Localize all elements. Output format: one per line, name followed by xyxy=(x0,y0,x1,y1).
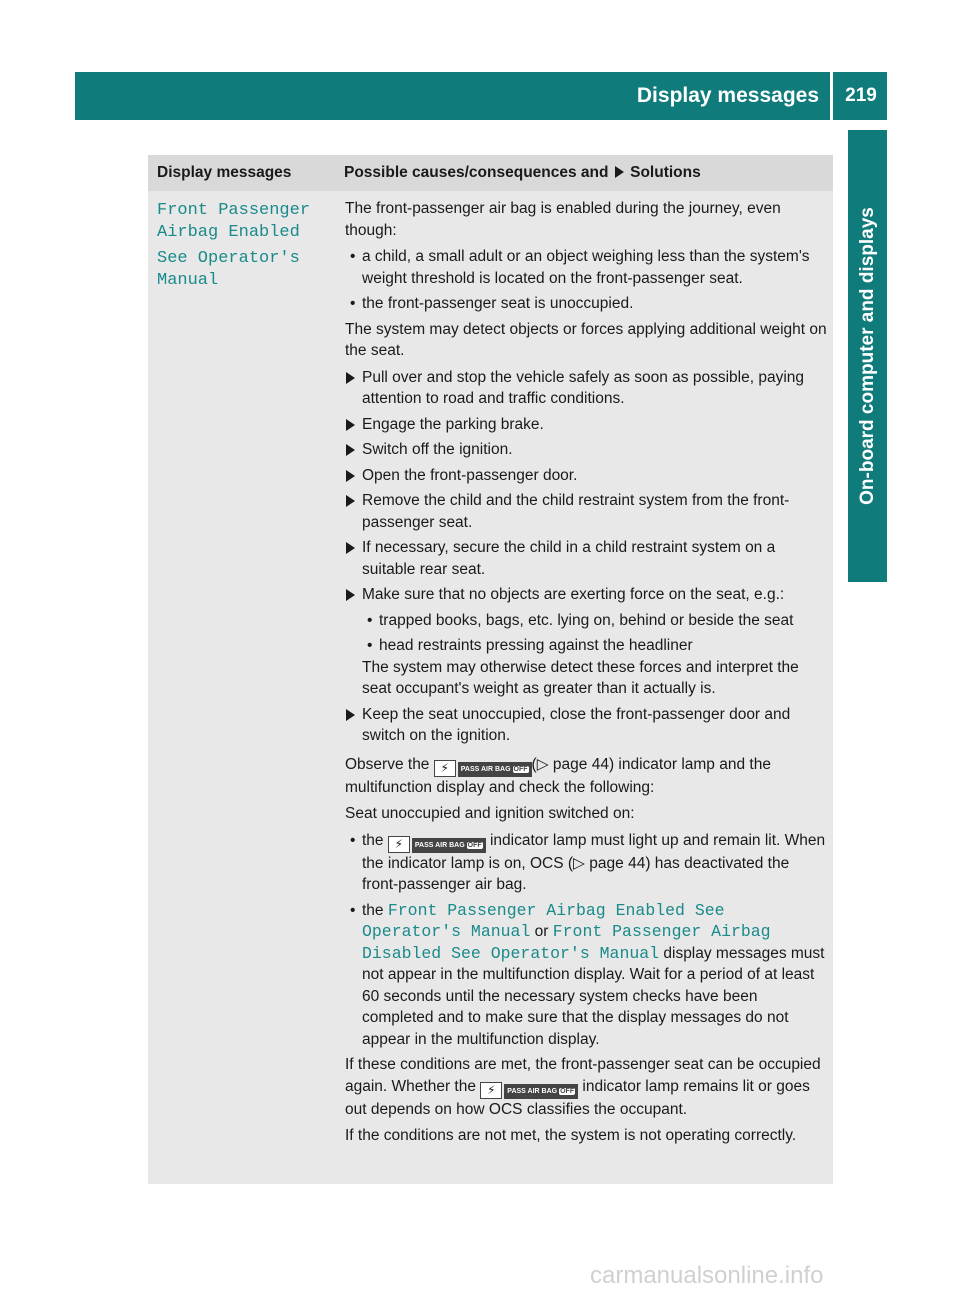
display-message: Front Passenger Airbag Enabled xyxy=(157,201,311,242)
message-cell xyxy=(148,191,335,1184)
step-item: Switch off the ignition. xyxy=(345,439,829,461)
step-arrow-icon xyxy=(346,419,355,431)
intro-text: The front-passenger air bag is enabled during the journey, even though: xyxy=(345,200,781,239)
step-arrow-icon xyxy=(346,495,355,507)
watermark: carmanualsonline.info xyxy=(590,1262,824,1289)
step-arrow-icon xyxy=(346,470,355,482)
chapter-tab xyxy=(848,130,887,582)
step-arrow-icon xyxy=(346,372,355,384)
step-item: Engage the parking brake. xyxy=(345,414,829,436)
child-seat-icon: ⚡ xyxy=(388,836,410,853)
step-item: Make sure that no objects are exerting force on the seat, e.g.: xyxy=(345,584,829,606)
table-row xyxy=(148,191,833,1184)
list-item: • the ⚡ PASS AIR BAG OFF indicator lamp must light up and remain lit. When the indicator lamp is on, OCS (▷ page 44) has deactivated the front-passenger air bag. xyxy=(350,831,826,893)
display-message: See Operator's Manual xyxy=(157,249,300,290)
pass-air-bag-off-icon: PASS AIR BAG OFF xyxy=(458,762,532,777)
step-arrow-icon xyxy=(346,709,355,721)
page-title: Display messages xyxy=(636,84,819,107)
detect-text: The system may detect objects or forces applying additional weight on the seat. xyxy=(345,320,827,359)
chapter-label: On-board computer and displays xyxy=(857,207,878,505)
page-number: 219 xyxy=(845,85,877,106)
table-header xyxy=(148,155,833,191)
conditions-met: If these conditions are met, the front-passenger seat can be occupied again. Whether the ⚡ PASS AIR BAG OFF indicator lamp remains lit or goes out depends on how OCS classifies the occupant. xyxy=(345,1056,821,1118)
child-seat-icon: ⚡ xyxy=(480,1082,502,1099)
list-item: • a child, a small adult or an object weighing less than the system's weight threshold is located on the front-passenger seat. xyxy=(350,248,810,287)
step-arrow-icon xyxy=(346,542,355,554)
col-header-causes: Possible causes/consequences and Solutions xyxy=(344,164,701,181)
pass-air-bag-off-icon: PASS AIR BAG OFF xyxy=(504,1084,578,1099)
seat-condition: Seat unoccupied and ignition switched on: xyxy=(345,805,635,822)
step-item: Open the front-passenger door. xyxy=(345,465,829,487)
list-item: • trapped books, bags, etc. lying on, behind or beside the seat xyxy=(367,611,794,629)
step-item: Keep the seat unoccupied, close the front-passenger door and switch on the ignition. xyxy=(345,704,829,747)
col-header-messages: Display messages xyxy=(157,164,292,181)
display-messages-table xyxy=(148,155,833,1184)
observe-text: Observe the ⚡ PASS AIR BAG OFF (▷ page 44) indicator lamp and the multifunction display and check the following: xyxy=(345,755,771,796)
arrow-right-icon xyxy=(615,166,624,178)
causes-cell xyxy=(335,191,833,1184)
step-item: If necessary, secure the child in a child restraint system on a suitable rear seat. xyxy=(345,537,829,580)
conditions-not-met: If the conditions are not met, the system is not operating correctly. xyxy=(345,1127,797,1144)
step-item: Remove the child and the child restraint system from the front-passenger seat. xyxy=(345,490,829,533)
step-item: Pull over and stop the vehicle safely as soon as possible, paying attention to road and traffic conditions. xyxy=(345,367,829,410)
list-item: • the Front Passenger Airbag Enabled See Operator's Manual or Front Passenger Airbag Disabled See Operator's Manual display messages must not appear in the multifunction display. Wait for a period of at least 60 seconds until the necessary system checks have been completed and to make sure that the display messages do not appear in the multifunction display. xyxy=(350,900,825,1048)
step-arrow-icon xyxy=(346,589,355,601)
list-item: • the front-passenger seat is unoccupied. xyxy=(350,295,634,312)
pass-air-bag-off-icon: PASS AIR BAG OFF xyxy=(412,838,486,853)
child-seat-icon: ⚡ xyxy=(434,760,456,777)
header-bar xyxy=(75,72,887,120)
step-note: The system may otherwise detect these forces and interpret the seat occupant's weight as greater than it actually is. xyxy=(362,658,799,697)
list-item: • head restraints pressing against the headliner xyxy=(367,637,693,654)
step-arrow-icon xyxy=(346,444,355,456)
header-divider xyxy=(830,72,833,120)
